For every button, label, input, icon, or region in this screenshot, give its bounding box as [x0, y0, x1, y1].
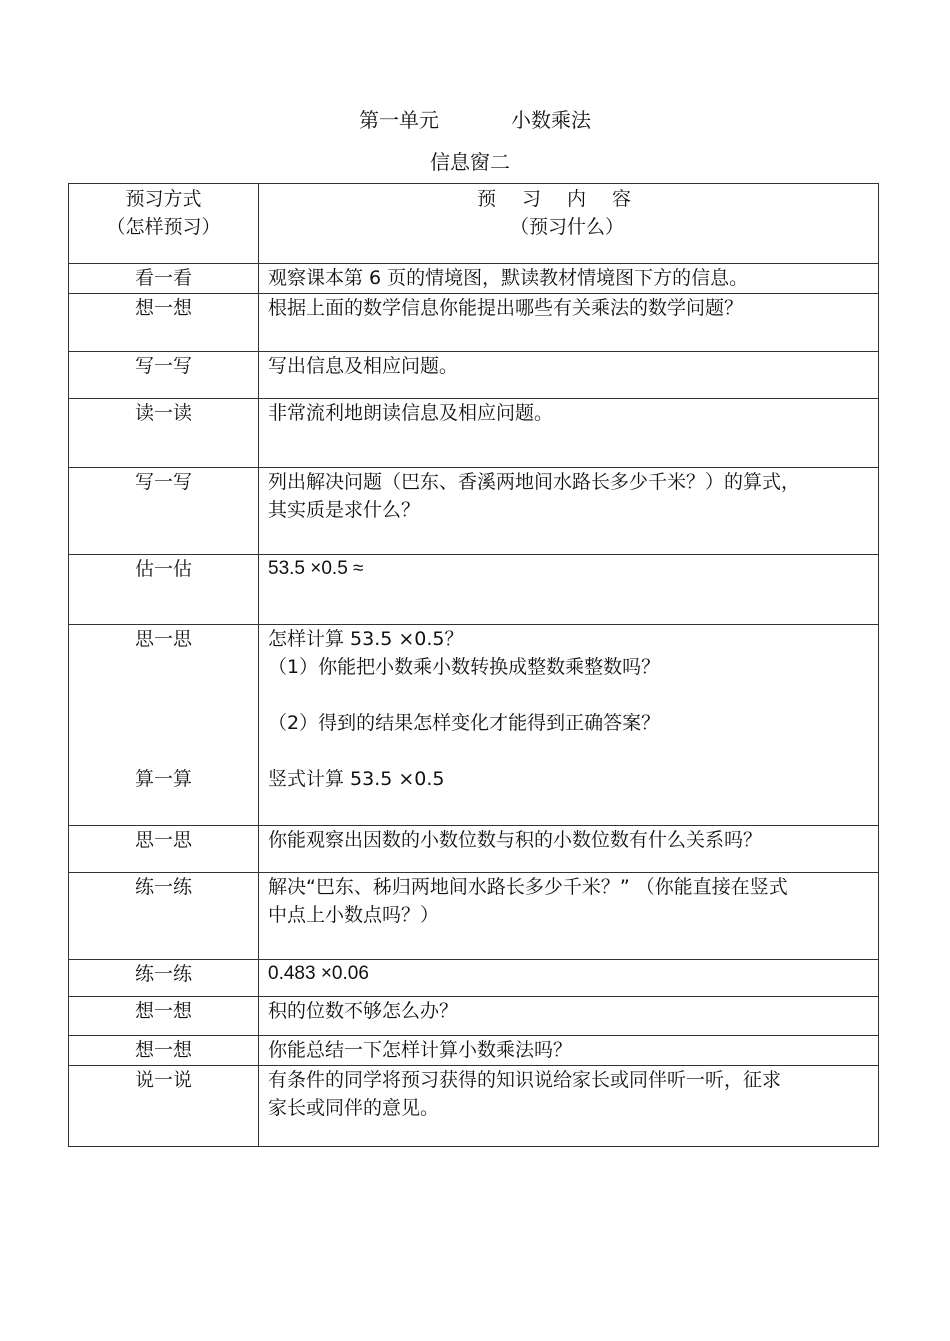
row-content	[259, 826, 879, 873]
row-content	[259, 625, 879, 826]
row-content	[259, 352, 879, 399]
row-method: 思一思	[134, 628, 192, 650]
table-row	[69, 294, 879, 352]
table-row	[69, 826, 879, 873]
row-content	[259, 468, 879, 555]
row-content-line: 其实质是求什么？	[268, 499, 421, 521]
row-content	[259, 555, 879, 625]
row-method: 想一想	[69, 997, 259, 1036]
row-content-line: 家长或同伴的意见。	[268, 1097, 440, 1119]
row-method: 看一看	[69, 264, 259, 294]
row-content	[259, 1066, 879, 1147]
row-method: 写一写	[69, 352, 259, 399]
row-content-secondary: 竖式计算 53.5 ×0.5	[268, 768, 445, 790]
header-method-line1: 预习方式	[125, 188, 202, 210]
table-row	[69, 873, 879, 960]
row-method: 估一估	[69, 555, 259, 625]
row-content-line: 根据上面的数学信息你能提出哪些有关乘法的数学问题？	[268, 297, 744, 319]
row-method: 想一想	[69, 1036, 259, 1066]
row-method: 想一想	[69, 294, 259, 352]
table-row	[69, 997, 879, 1036]
row-content-line: 非常流利地朗读信息及相应问题。	[268, 402, 554, 424]
unit-title-part1: 第一单元	[359, 108, 439, 132]
row-content	[259, 960, 879, 997]
row-content-line: 写出信息及相应问题。	[268, 355, 459, 377]
row-content-line: 你能观察出因数的小数位数与积的小数位数有什么关系吗？	[268, 829, 763, 851]
section-subtitle: 信息窗二	[430, 150, 510, 174]
header-content-cell	[259, 184, 879, 264]
header-method-cell	[69, 184, 259, 264]
unit-title-part2: 小数乘法	[511, 108, 591, 132]
table-header-row	[69, 184, 879, 264]
row-method: 思一思	[69, 826, 259, 873]
table-row	[69, 960, 879, 997]
row-content-line: 怎样计算 53.5 ×0.5？	[268, 628, 464, 650]
header-content-line1: 预习内容	[476, 188, 657, 210]
row-content-line: 解决“巴东、秭归两地间水路长多少千米？” （你能直接在竖式	[268, 876, 788, 898]
row-content	[259, 873, 879, 960]
row-content-line: 有条件的同学将预习获得的知识说给家长或同伴听一听，征求	[268, 1069, 782, 1091]
row-content	[259, 399, 879, 468]
row-content	[259, 1036, 879, 1066]
row-method-cell	[69, 625, 259, 826]
row-method-secondary: 算一算	[134, 768, 192, 790]
table-row	[69, 352, 879, 399]
table-row	[69, 555, 879, 625]
table-row	[69, 625, 879, 826]
header-method-line2: （怎样预习）	[106, 216, 221, 238]
row-content	[259, 294, 879, 352]
row-content-line: 你能总结一下怎样计算小数乘法吗？	[268, 1039, 573, 1061]
table-row	[69, 1066, 879, 1147]
row-method: 练一练	[69, 873, 259, 960]
row-method: 说一说	[69, 1066, 259, 1147]
row-content	[259, 264, 879, 294]
row-content-line: 列出解决问题（巴东、香溪两地间水路长多少千米？）的算式，	[268, 471, 801, 493]
header-content-line2: （预习什么）	[509, 216, 624, 238]
table-row	[69, 1036, 879, 1066]
table-row	[69, 264, 879, 294]
row-content-line: 观察课本第 6 页的情境图，默读教材情境图下方的信息。	[268, 267, 749, 289]
row-content-line: （1）你能把小数乘小数转换成整数乘整数吗？	[268, 656, 661, 678]
row-content-line: 中点上小数点吗？）	[268, 904, 440, 926]
row-method: 练一练	[69, 960, 259, 997]
row-content-line: （2）得到的结果怎样变化才能得到正确答案？	[268, 712, 661, 734]
table-row	[69, 468, 879, 555]
row-content-line: 53.5 ×0.5 ≈	[268, 558, 364, 579]
row-content	[259, 997, 879, 1036]
row-method: 读一读	[69, 399, 259, 468]
row-content-line: 0.483 ×0.06	[268, 963, 369, 984]
unit-title	[0, 106, 950, 134]
table-row	[69, 399, 879, 468]
row-method: 写一写	[69, 468, 259, 555]
row-content-line: 积的位数不够怎么办？	[268, 1000, 459, 1022]
preview-plan-table	[68, 183, 879, 1147]
